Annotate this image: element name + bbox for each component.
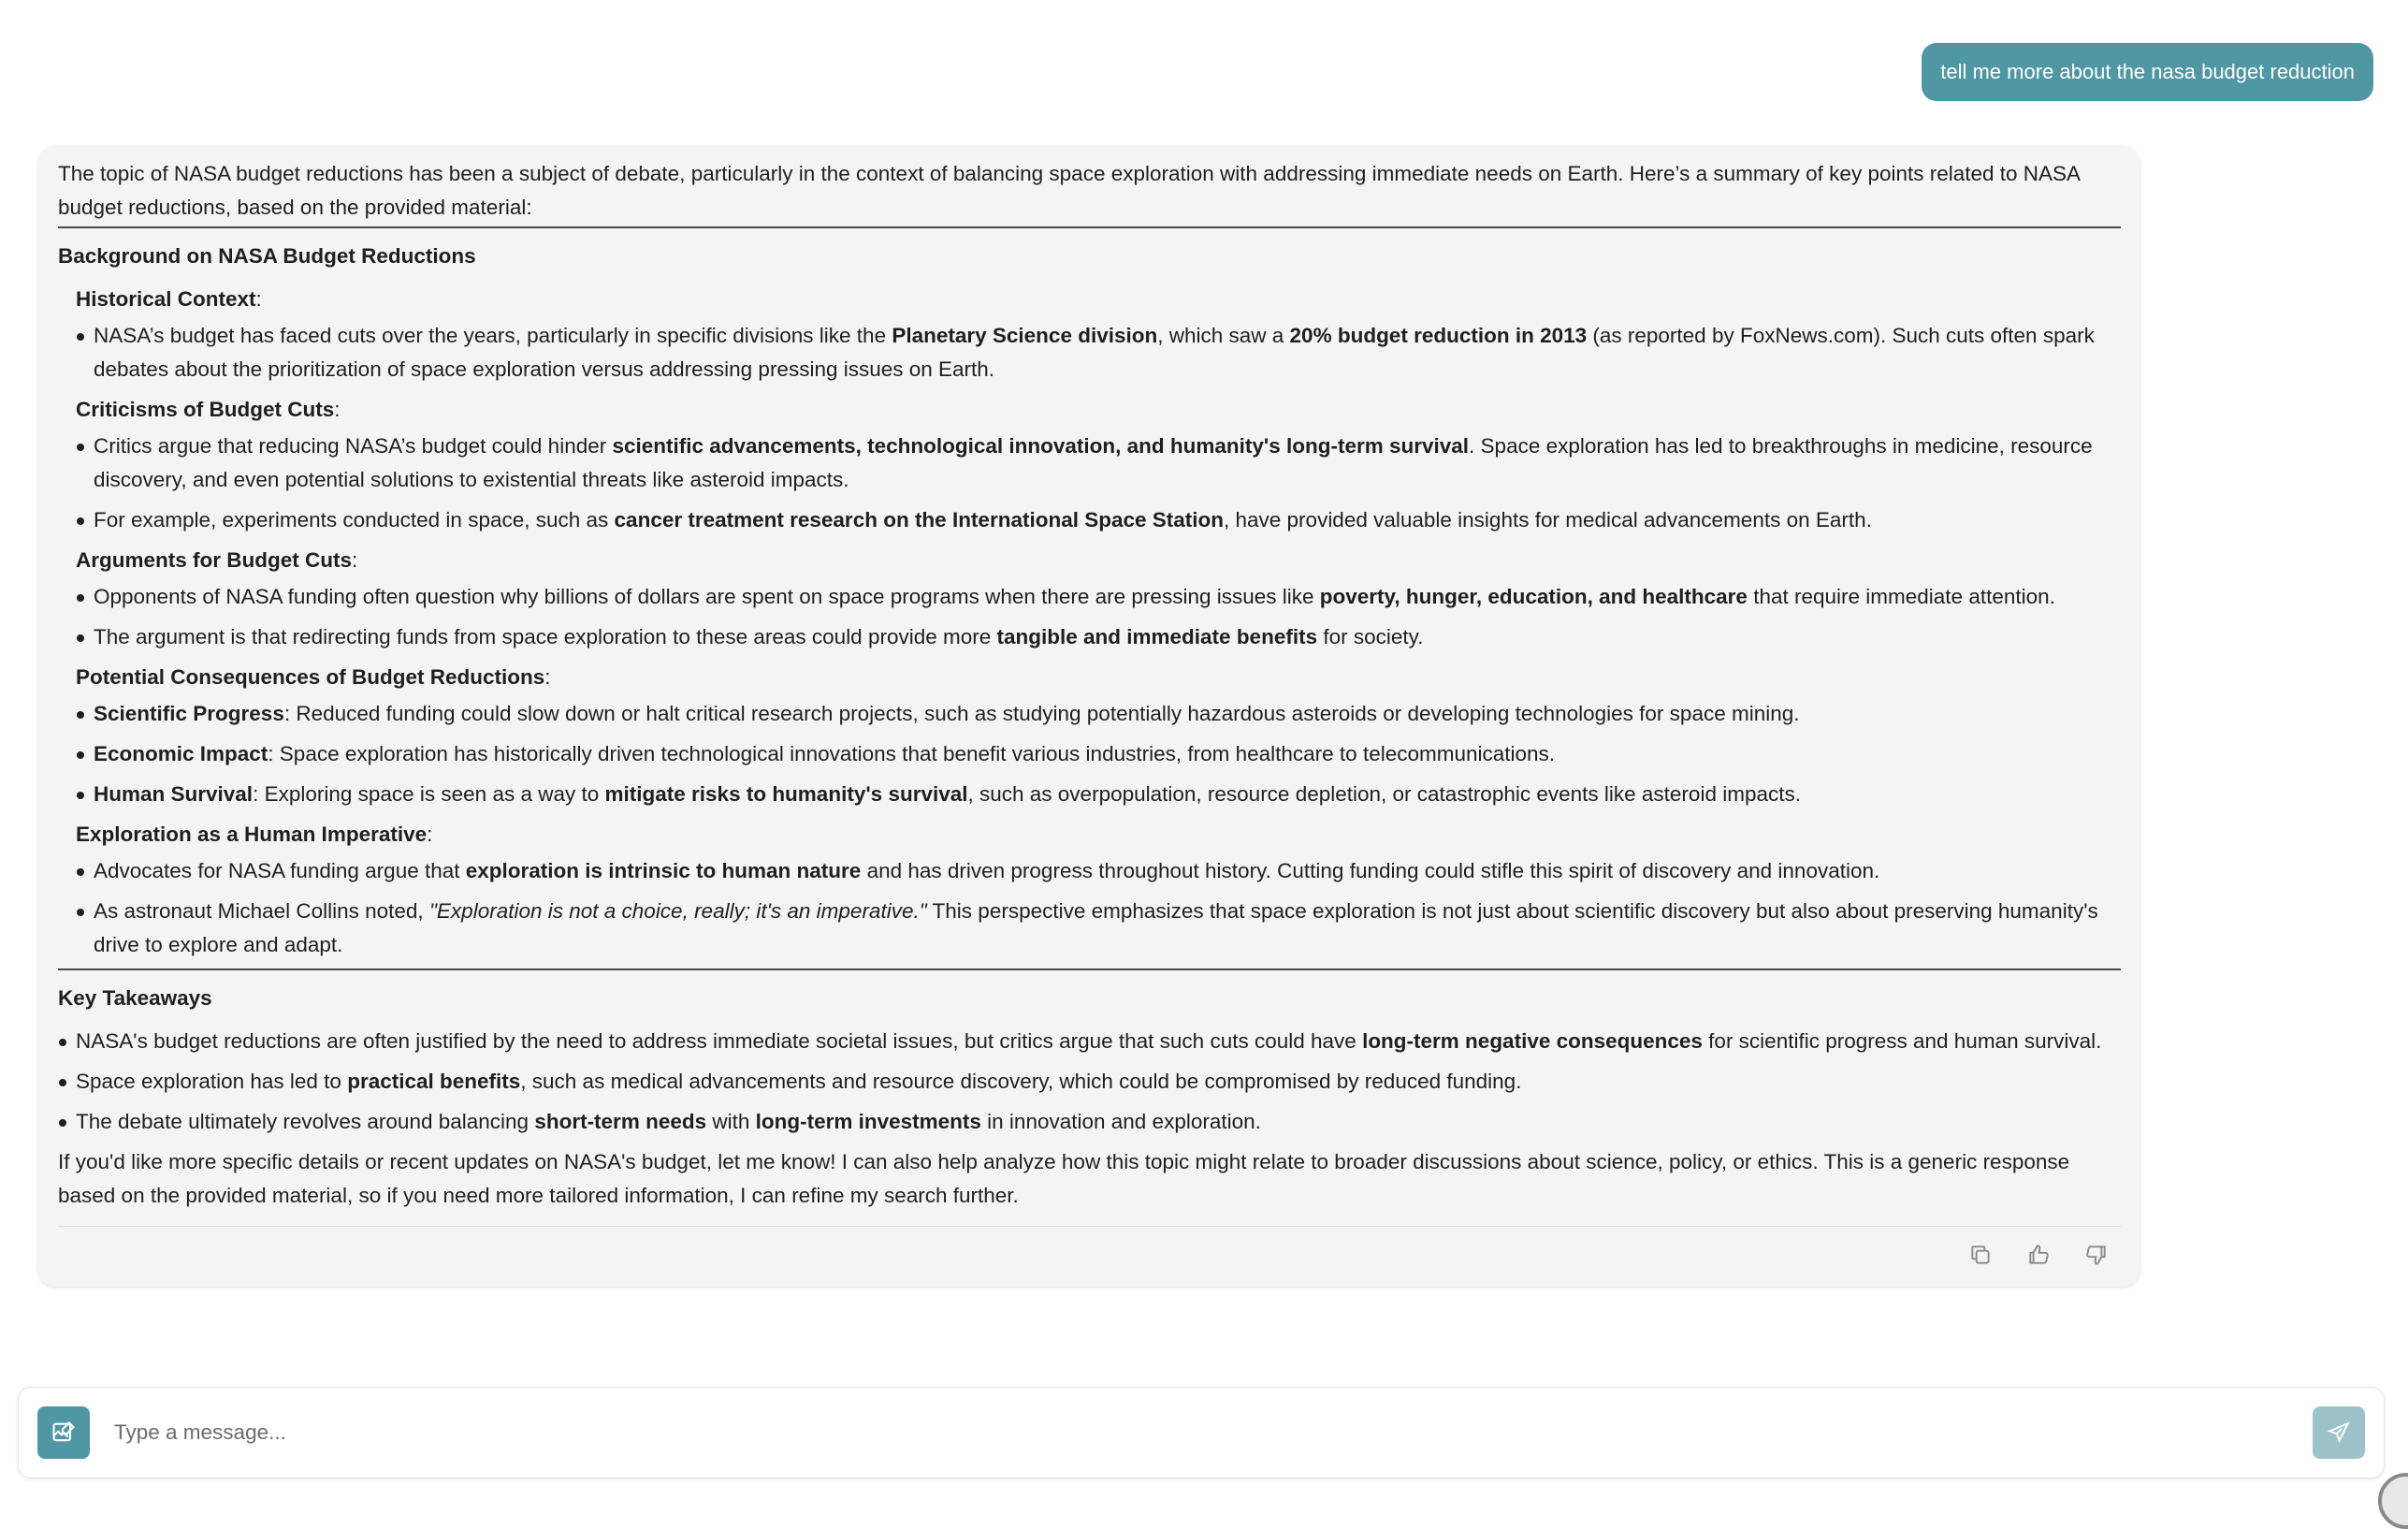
list-item: Economic Impact: Space exploration has historically driven technological innovations that benefit various industries, from healthcare to telecommunications. <box>76 737 2121 771</box>
outro-paragraph: If you'd like more specific details or recent updates on NASA's budget, let me know! I can also help analyze how this topic might relate to broader discussions about science, policy, or ethics. This is a generic response based on the provided material, so if you need more tailored information, I can refine my search further. <box>58 1145 2121 1213</box>
list-item: Space exploration has led to practical benefits, such as medical advancements and resource discovery, which could be compromised by reduced funding. <box>58 1065 2121 1099</box>
list-item: For example, experiments conducted in space, such as cancer treatment research on the International Space Station, have provided valuable insights for medical advancements on Earth. <box>76 503 2121 537</box>
list-item: Scientific Progress: Reduced funding could slow down or halt critical research projects, such as studying potentially hazardous asteroids or developing technologies for space mining. <box>76 697 2121 731</box>
message-actions <box>58 1226 2121 1274</box>
list-item: The debate ultimately revolves around balancing short-term needs with long-term investments in innovation and exploration. <box>58 1105 2121 1139</box>
section-heading-takeaways: Key Takeaways <box>58 982 2121 1015</box>
image-edit-icon <box>51 1420 77 1446</box>
subheading-historical-context: Historical Context: <box>76 283 2121 316</box>
message-input[interactable] <box>90 1420 2313 1445</box>
subheading-imperative: Exploration as a Human Imperative: <box>76 818 2121 852</box>
send-button[interactable] <box>2313 1406 2365 1459</box>
user-message-bubble <box>1922 43 2373 101</box>
section-heading-background: Background on NASA Budget Reductions <box>58 240 2121 273</box>
list-item: Opponents of NASA funding often question why billions of dollars are spent on space programs when there are pressing issues like poverty, hunger, education, and healthcare that require immediate attention. <box>76 580 2121 614</box>
criticisms-list <box>76 430 2121 537</box>
thumbs-down-icon <box>2084 1243 2109 1267</box>
subheading-arguments: Arguments for Budget Cuts: <box>76 544 2121 577</box>
message-composer <box>18 1387 2385 1478</box>
historical-list <box>76 319 2121 386</box>
arguments-list <box>76 580 2121 654</box>
copy-button[interactable] <box>1962 1236 1999 1274</box>
subheading-consequences: Potential Consequences of Budget Reductions: <box>76 661 2121 694</box>
divider <box>58 968 2121 970</box>
list-item: As astronaut Michael Collins noted, "Exploration is not a choice, really; it's an imperative." This perspective emphasizes that space exploration is not just about scientific discovery but also about preserving humanity's drive to explore and adapt. <box>76 895 2121 962</box>
list-item: Human Survival: Exploring space is seen as a way to mitigate risks to humanity's survival, such as overpopulation, resource depletion, or catastrophic events like asteroid impacts. <box>76 778 2121 811</box>
user-message-text: tell me more about the nasa budget reduction <box>1940 60 2355 83</box>
thumbs-down-button[interactable] <box>2078 1236 2115 1274</box>
list-item: NASA's budget reductions are often justified by the need to address immediate societal issues, but critics argue that such cuts could have long-term negative consequences for scientific progress and human survival. <box>58 1025 2121 1058</box>
list-item: NASA’s budget has faced cuts over the years, particularly in specific divisions like the Planetary Science division, which saw a 20% budget reduction in 2013 (as reported by FoxNews.com). Such cuts often spark debates about the prioritization of space exploration versus addressing pressing issues on Earth. <box>76 319 2121 386</box>
consequences-list <box>76 697 2121 811</box>
intro-paragraph: The topic of NASA budget reductions has been a subject of debate, particularly in the context of balancing space exploration with addressing immediate needs on Earth. Here’s a summary of key points related to NASA budget reductions, based on the provided material: <box>58 157 2121 225</box>
attach-image-button[interactable] <box>37 1406 90 1459</box>
copy-icon <box>1968 1243 1993 1267</box>
send-icon <box>2327 1420 2351 1445</box>
subheading-criticisms: Criticisms of Budget Cuts: <box>76 393 2121 427</box>
corner-widget-icon[interactable] <box>2378 1473 2408 1529</box>
thumbs-up-button[interactable] <box>2020 1236 2057 1274</box>
thumbs-up-icon <box>2026 1243 2051 1267</box>
list-item: Critics argue that reducing NASA’s budget could hinder scientific advancements, technological innovation, and humanity's long-term survival. Space exploration has led to breakthroughs in medicine, resource discovery, and even potential solutions to existential threats like asteroid impacts. <box>76 430 2121 497</box>
divider <box>58 226 2121 228</box>
list-item: The argument is that redirecting funds from space exploration to these areas could provide more tangible and immediate benefits for society. <box>76 620 2121 654</box>
takeaways-list <box>58 1025 2121 1139</box>
imperative-list <box>76 854 2121 962</box>
list-item: Advocates for NASA funding argue that exploration is intrinsic to human nature and has driven progress throughout history. Cutting funding could stifle this spirit of discovery and innovation. <box>76 854 2121 888</box>
assistant-message-card <box>38 146 2140 1287</box>
